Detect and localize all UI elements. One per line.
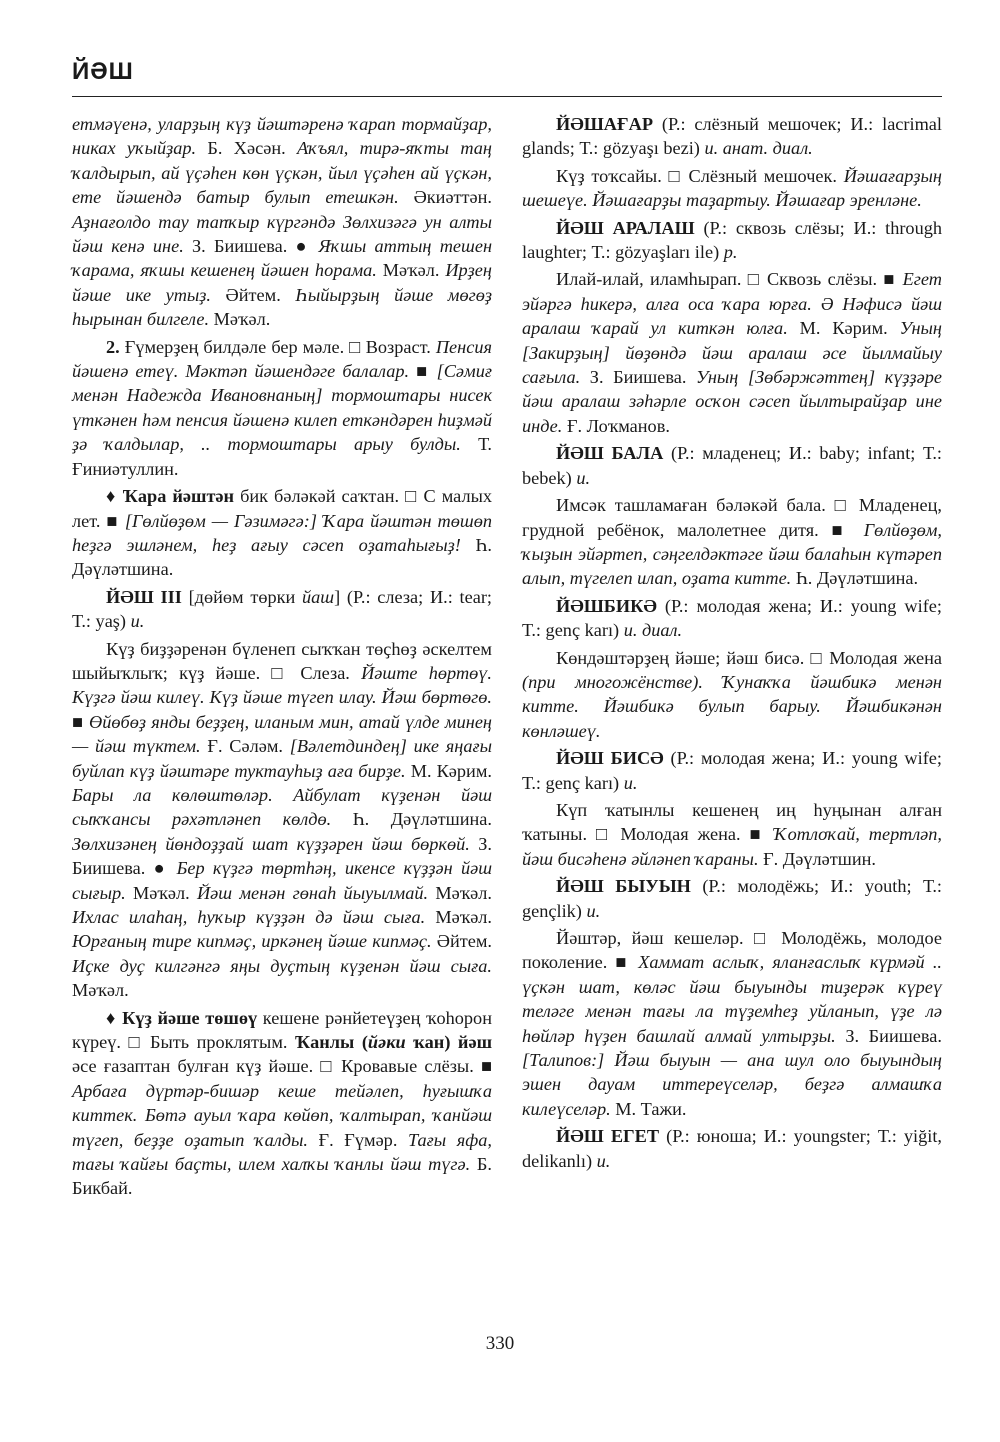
entry-paragraph: 2. Ғүмерҙең билдәле бер мәле. □ Возраст. Пенсия йәшенә етеү. Мәктәп йәшендәге балалар. ■ [Сәмиғ менән Надежда Ивановнаның] тормоштары нисек үткәнен һәм пенсия йәшенә килеп еткәндәрен һиҙмәй ҙә ҡалдылар, .. тормоштары арыу булды. Т. Ғиниәтуллин.: [72, 336, 492, 479]
running-head: ЙӘШ: [72, 58, 134, 85]
entry-paragraph: ЙӘШ БИСӘ (Р.: молодая жена; И.: young wife; Т.: genç karı) и.: [522, 748, 942, 793]
entry-paragraph: ♦ Ҡара йәштән бик бәләкәй саҡтан. □ С малых лет. ■ [Гөлйөҙөм — Гәзимәгә:] Ҡара йәштән төшөп һеҙгә эшләнем, һеҙ ағыу сәсеп оҙатаһығыҙ! Һ. Дәүләтшина.: [72, 486, 493, 580]
header-rule: [72, 96, 942, 97]
entry-paragraph: Йәштәр, йәш кешеләр. □ Молодёжь, молодое поколение. ■ Хаммат аслыҡ, яланғаслыҡ күрмәй .. үҫкән шат, көләс йәш быуынды тиҙерәк күреү теләге менән тағы ла түҙемһеҙ уйланып, үҙе лә һөйләр һүҙен башлай алмай ултырҙы. З. Биишева. [Талипов:] Йәш быуын — ана шул оло быуындың эшен дауам иттереүселәр, беҙгә алмашҡа килеүселәр. М. Тажи.: [522, 928, 942, 1119]
entry-paragraph: ЙӘШ АРАЛАШ (Р.: сквозь слёзы; И.: through laughter; Т.: gözyaşları ile) р.: [522, 217, 942, 263]
entry-paragraph: Күҙ тоҡсайы. □ Слёзный мешочек. Йәшағарҙың шешеүе. Йәшағарҙы таҙартыу. Йәшағар эренләне.: [522, 165, 942, 211]
entry-paragraph: етмәүенә, уларҙың күҙ йәштәренә ҡарап тормайҙар, никах уҡыйҙар. Б. Хәсән. Аҡъял, тирә-яҡты таң ҡалдырып, ай үҫәһен көн үҫкән, йыл үҫәһен ай үҫкән, ете йәшендә батыр булып етешкән. Әкиәттән. Аҙнағолдо тау тапҡыр күргәндә Зөлхизәгә ун алты йәш кенә ине. З. Биишева. ● Яҡшы аттың тешен ҡарама, яҡшы кешенең йәшен һорама. Мәҡәл. Ирҙең йәше ике утыҙ. Әйтем. Һыйырҙың йәше мөгөҙ һырынан билгеле. Мәҡәл.: [72, 114, 493, 330]
entry-paragraph: Күҙ биҙҙәренән бүленеп сыҡҡан төҫһөҙ әскелтем шыйыҡлыҡ; күҙ йәше. □ Слеза. Йәште һөртөү. Күҙгә йәш килеү. Күҙ йәше түгеп илау. Йәш бөртөгө. ■ Өйөбөҙ янды беҙҙең, иланым мин, атай үлде минең — йәш түктем. Ғ. Сәләм. [Вәлетдиндең] ике яңағы буйлап күҙ йәштәре туктауһыҙ аға бирҙе. М. Кәрим. Бары ла көлөштөләр. Айбулат күҙенән йәш сыҡҡансы рәхәтләнеп көлдө. Һ. Дәүләтшина. Зөлхизәнең йөндоҙҙай шат күҙҙәрен йәш бөркөй. З. Биишева. ● Бер күҙгә төртһәң, икенсе күҙҙән йәш сығыр. Мәҡәл. Йәш менән гөнаһ йыуылмай. Мәҡәл. Ихлас илаһаң, һуҡыр күҙҙән дә йәш сыға. Мәҡәл. Юрғаның тире кипмәҫ, иркәнең йәше кипмәҫ. Әйтем. Иҫке дуҫ килгәнгә яңы дуҫтың күҙенән йәш сыға. Мәҡәл.: [72, 638, 492, 1001]
entry-paragraph: Имсәк ташламаған бәләкәй бала. □ Младенец, грудной ребёнок, малолетнее дитя. ■ Гөлйөҙөм, ҡыҙын эйәртеп, сәңгелдәктәге йәш балаһын күтәреп алып, түгелеп илап, оҙата китте. Һ. Дәүләтшина.: [522, 495, 942, 589]
entry-paragraph: ЙӘШАҒАР (Р.: слёзный мешочек; И.: lacrimal glands; Т.: gözyaşı bezi) и. анат. диал.: [522, 114, 942, 159]
entry-paragraph: Көндәштәрҙең йәше; йәш бисә. □ Молодая жена (при многожёнстве). Ҡунаҡҡа йәшбикә менән китте. Йәшбикә булып барыу. Йәшбикәнән көнләшеү.: [522, 647, 942, 741]
entry-paragraph: Илай-илай, иламһырап. □ Сквозь слёзы. ■ Егет эйәргә һикерә, алға оса ҡара юрға. Ә Нәфисә йәш аралаш ҡарай ул киткән юлға. М. Кәрим. Уның [Закирҙың] йөҙөндә йәш аралаш әсе йылмайыу сағыла. З. Биишева. Уның [Зөбәржәттең] күҙҙәре йәш аралаш зәһәрле осҡон сәсеп йылтырайҙар ине инде. Ғ. Лоҡманов.: [522, 269, 942, 436]
left-column: [72, 112, 492, 1204]
entry-paragraph: ЙӘШ БАЛА (Р.: младенец; И.: baby; infant; Т.: bebek) и.: [522, 443, 942, 488]
entry-paragraph: ЙӘШ БЫУЫН (Р.: молодёжь; И.: youth; Т.: gençlik) и.: [522, 876, 942, 921]
entry-paragraph: ЙӘШБИКӘ (Р.: молодая жена; И.: young wife; Т.: genç karı) и. диал.: [522, 595, 942, 641]
entry-paragraph: Күп ҡатынлы кешенең иң һуңынан алған ҡатыны. □ Молодая жена. ■ Ҡотлоҡай, тертләп, йәш бисәһенә әйләнеп ҡараны. Ғ. Дәүләтшин.: [522, 799, 942, 869]
entry-paragraph: ЙӘШ ЕГЕТ (Р.: юноша; И.: youngster; Т.: yiğit, delikanlı) и.: [522, 1126, 942, 1171]
entry-paragraph: ЙӘШ III [дөйөм төрки йаш] (Р.: слеза; И.: tear; Т.: yaş) и.: [72, 586, 492, 632]
page-number: 330: [485, 1333, 515, 1354]
right-column: [522, 112, 942, 1176]
entry-paragraph: ♦ Күҙ йәше төшөү кешене рәнйетеүҙең ҡоһорон күреү. □ Быть проклятым. Ҡанлы (йәки ҡан) йәш әсе ғазаптан булған күҙ йәше. □ Кровавые слёзы. ■ Арбаға дүртәр-бишәр кеше тейәлеп, һуғышҡа киттек. Бөтә ауыл ҡара көйөп, ҡалтырап, ҡанйәш түгеп, беҙҙе оҙатып ҡалды. Ғ. Ғүмәр. Тағы яфа, тағы ҡайғы баҫты, илем халҡы ҡанлы йәш түгә. Б. Бикбай.: [72, 1007, 493, 1199]
